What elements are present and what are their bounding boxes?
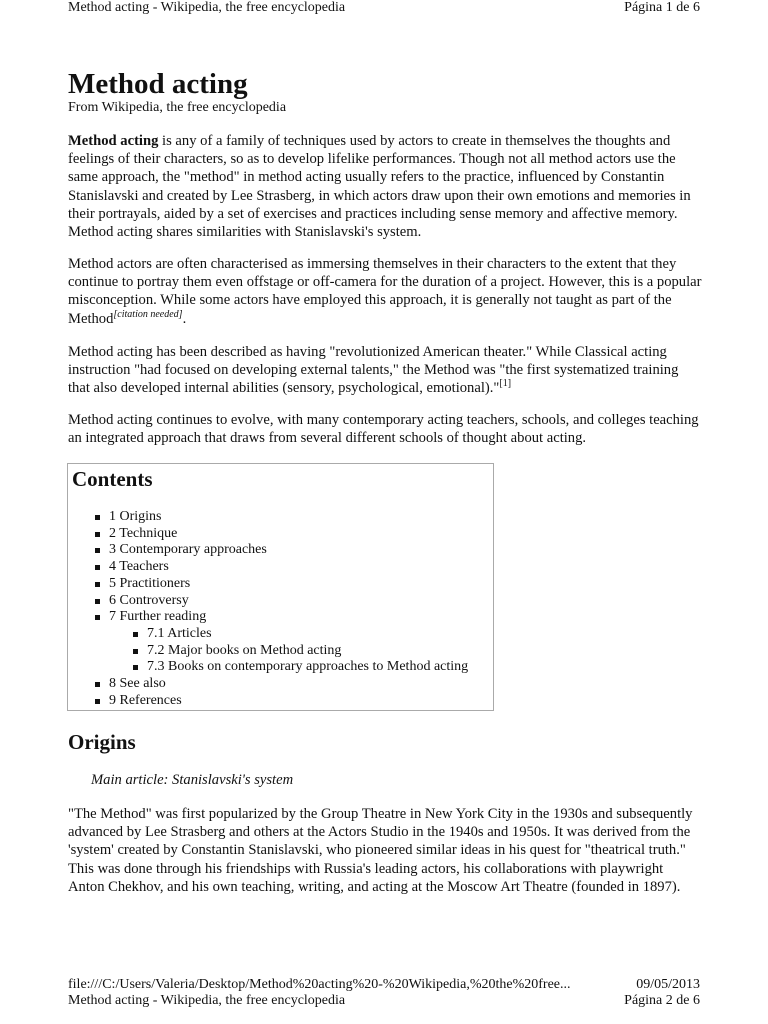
origins-paragraph: "The Method" was first popularized by the Group Theatre in New York City in the 1930s and subsequently advanced by Lee Strasberg and others at the Actors Studio in the 1940s and 1950s. It was derived from the 'system' created by Constantin Stanislavski, who pioneered similar ideas in his quest for "theatrical truth." This was done through his friendships with Russia's leading actors, his collaborations with playwright Anton Chekhov, and his own teaching, writing, and acting at the Moscow Art Theatre (founded in 1897). — [68, 806, 693, 895]
bullet-icon — [95, 682, 100, 687]
bullet-icon — [95, 615, 100, 620]
bullet-icon — [95, 548, 100, 553]
intro-paragraph-2 — [68, 255, 702, 328]
footer-date: 09/05/2013 — [636, 977, 700, 992]
toc-item-label[interactable]: 1 Origins — [109, 509, 162, 524]
page-title: Method acting — [68, 68, 248, 100]
intro-paragraph-2-text: Method actors are often characterised as immersing themselves in their characters to the extent that they continue to portray them even offstage or off-camera for the duration of a project. However, this is a popular misconception. While some actors have employed this approach, it is generally not taught as part of the Method — [68, 256, 702, 327]
toc-item-controversy[interactable] — [68, 593, 493, 610]
bullet-icon — [95, 565, 100, 570]
intro-bold-term: Method acting — [68, 133, 159, 149]
bullet-icon — [95, 532, 100, 537]
toc-item-label[interactable]: 8 See also — [109, 676, 166, 692]
bullet-icon — [133, 649, 138, 654]
table-of-contents — [67, 463, 494, 711]
intro-paragraph-1-text: is any of a family of techniques used by actors to create in themselves the thoughts and feelings of their characters, so as to develop lifelike performances. Though not all method actors use the same approach, the "method" in method acting usually refers to the practice, influenced by Constantin Stanislavski and created by Lee Strasberg, in which actors draw upon their own emotions and memories in their portrayals, aided by a set of exercises and practices including sense memory and affective memory. Method acting shares similarities with Stanislavski's system. — [68, 133, 691, 241]
toc-item-label[interactable]: 7.2 Major books on Method acting — [147, 642, 342, 658]
footer-title: Method acting - Wikipedia, the free encyclopedia — [68, 993, 346, 1008]
bullet-icon — [95, 599, 100, 604]
toc-list — [68, 509, 493, 709]
intro-paragraph-2-end: . — [182, 310, 187, 327]
toc-item-label[interactable]: 9 References — [109, 692, 182, 708]
toc-item-contemporary-approaches[interactable] — [68, 542, 493, 559]
toc-item-technique[interactable] — [68, 526, 493, 543]
toc-item-books-contemporary[interactable] — [68, 659, 493, 676]
reference-link-1[interactable]: [1] — [499, 378, 512, 390]
bullet-icon — [95, 515, 100, 520]
footer-url: file:///C:/Users/Valeria/Desktop/Method%20acting%20-%20Wikipedia,%20the%20free... — [68, 977, 571, 992]
toc-item-label[interactable]: 2 Technique — [109, 525, 178, 541]
footer-page-number: Página 2 de 6 — [624, 993, 700, 1008]
section-heading-origins: Origins — [68, 730, 136, 754]
toc-item-label[interactable]: 6 Controversy — [109, 592, 189, 608]
page-subtitle: From Wikipedia, the free encyclopedia — [68, 100, 287, 115]
toc-item-label[interactable]: 5 Practitioners — [109, 575, 191, 591]
toc-item-see-also[interactable] — [68, 676, 493, 693]
main-article-link[interactable]: Main article: Stanislavski's system — [91, 772, 294, 788]
toc-item-articles[interactable] — [68, 626, 493, 643]
intro-paragraph-4: Method acting continues to evolve, with many contemporary acting teachers, schools, and colleges teaching an integrated approach that draws from several different schools of thought about acting. — [68, 412, 699, 447]
intro-paragraph-3 — [68, 343, 702, 398]
toc-item-practitioners[interactable] — [68, 576, 493, 593]
toc-item-label[interactable]: 7.3 Books on contemporary approaches to Method acting — [147, 659, 469, 675]
bullet-icon — [133, 665, 138, 670]
toc-item-label[interactable]: 3 Contemporary approaches — [109, 542, 267, 558]
header-page-number: Página 1 de 6 — [624, 0, 700, 15]
toc-item-label[interactable]: 7.1 Articles — [147, 625, 212, 641]
toc-title: Contents — [72, 467, 153, 491]
toc-item-label[interactable]: 4 Teachers — [109, 559, 169, 575]
bullet-icon — [95, 582, 100, 587]
intro-paragraph-1 — [68, 132, 702, 241]
print-header — [68, 0, 700, 16]
bullet-icon — [133, 632, 138, 637]
toc-item-major-books[interactable] — [68, 643, 493, 660]
bullet-icon — [95, 699, 100, 704]
intro-paragraph-3-text: Method acting has been described as having "revolutionized American theater." While Classical acting instruction "had focused on developing external talents," the Method was "the first systematized training that also developed internal abilities (sensory, psychological, emotional)." — [68, 344, 679, 397]
citation-needed-link[interactable]: [citation needed] — [113, 308, 183, 320]
toc-item-origins[interactable] — [68, 509, 493, 526]
toc-item-label[interactable]: 7 Further reading — [109, 609, 207, 625]
toc-item-teachers[interactable] — [68, 559, 493, 576]
toc-item-references[interactable] — [68, 693, 493, 710]
header-title: Method acting - Wikipedia, the free encyclopedia — [68, 0, 346, 15]
print-footer-url-line — [68, 977, 700, 993]
toc-item-further-reading[interactable] — [68, 609, 493, 626]
print-footer — [68, 993, 700, 1009]
